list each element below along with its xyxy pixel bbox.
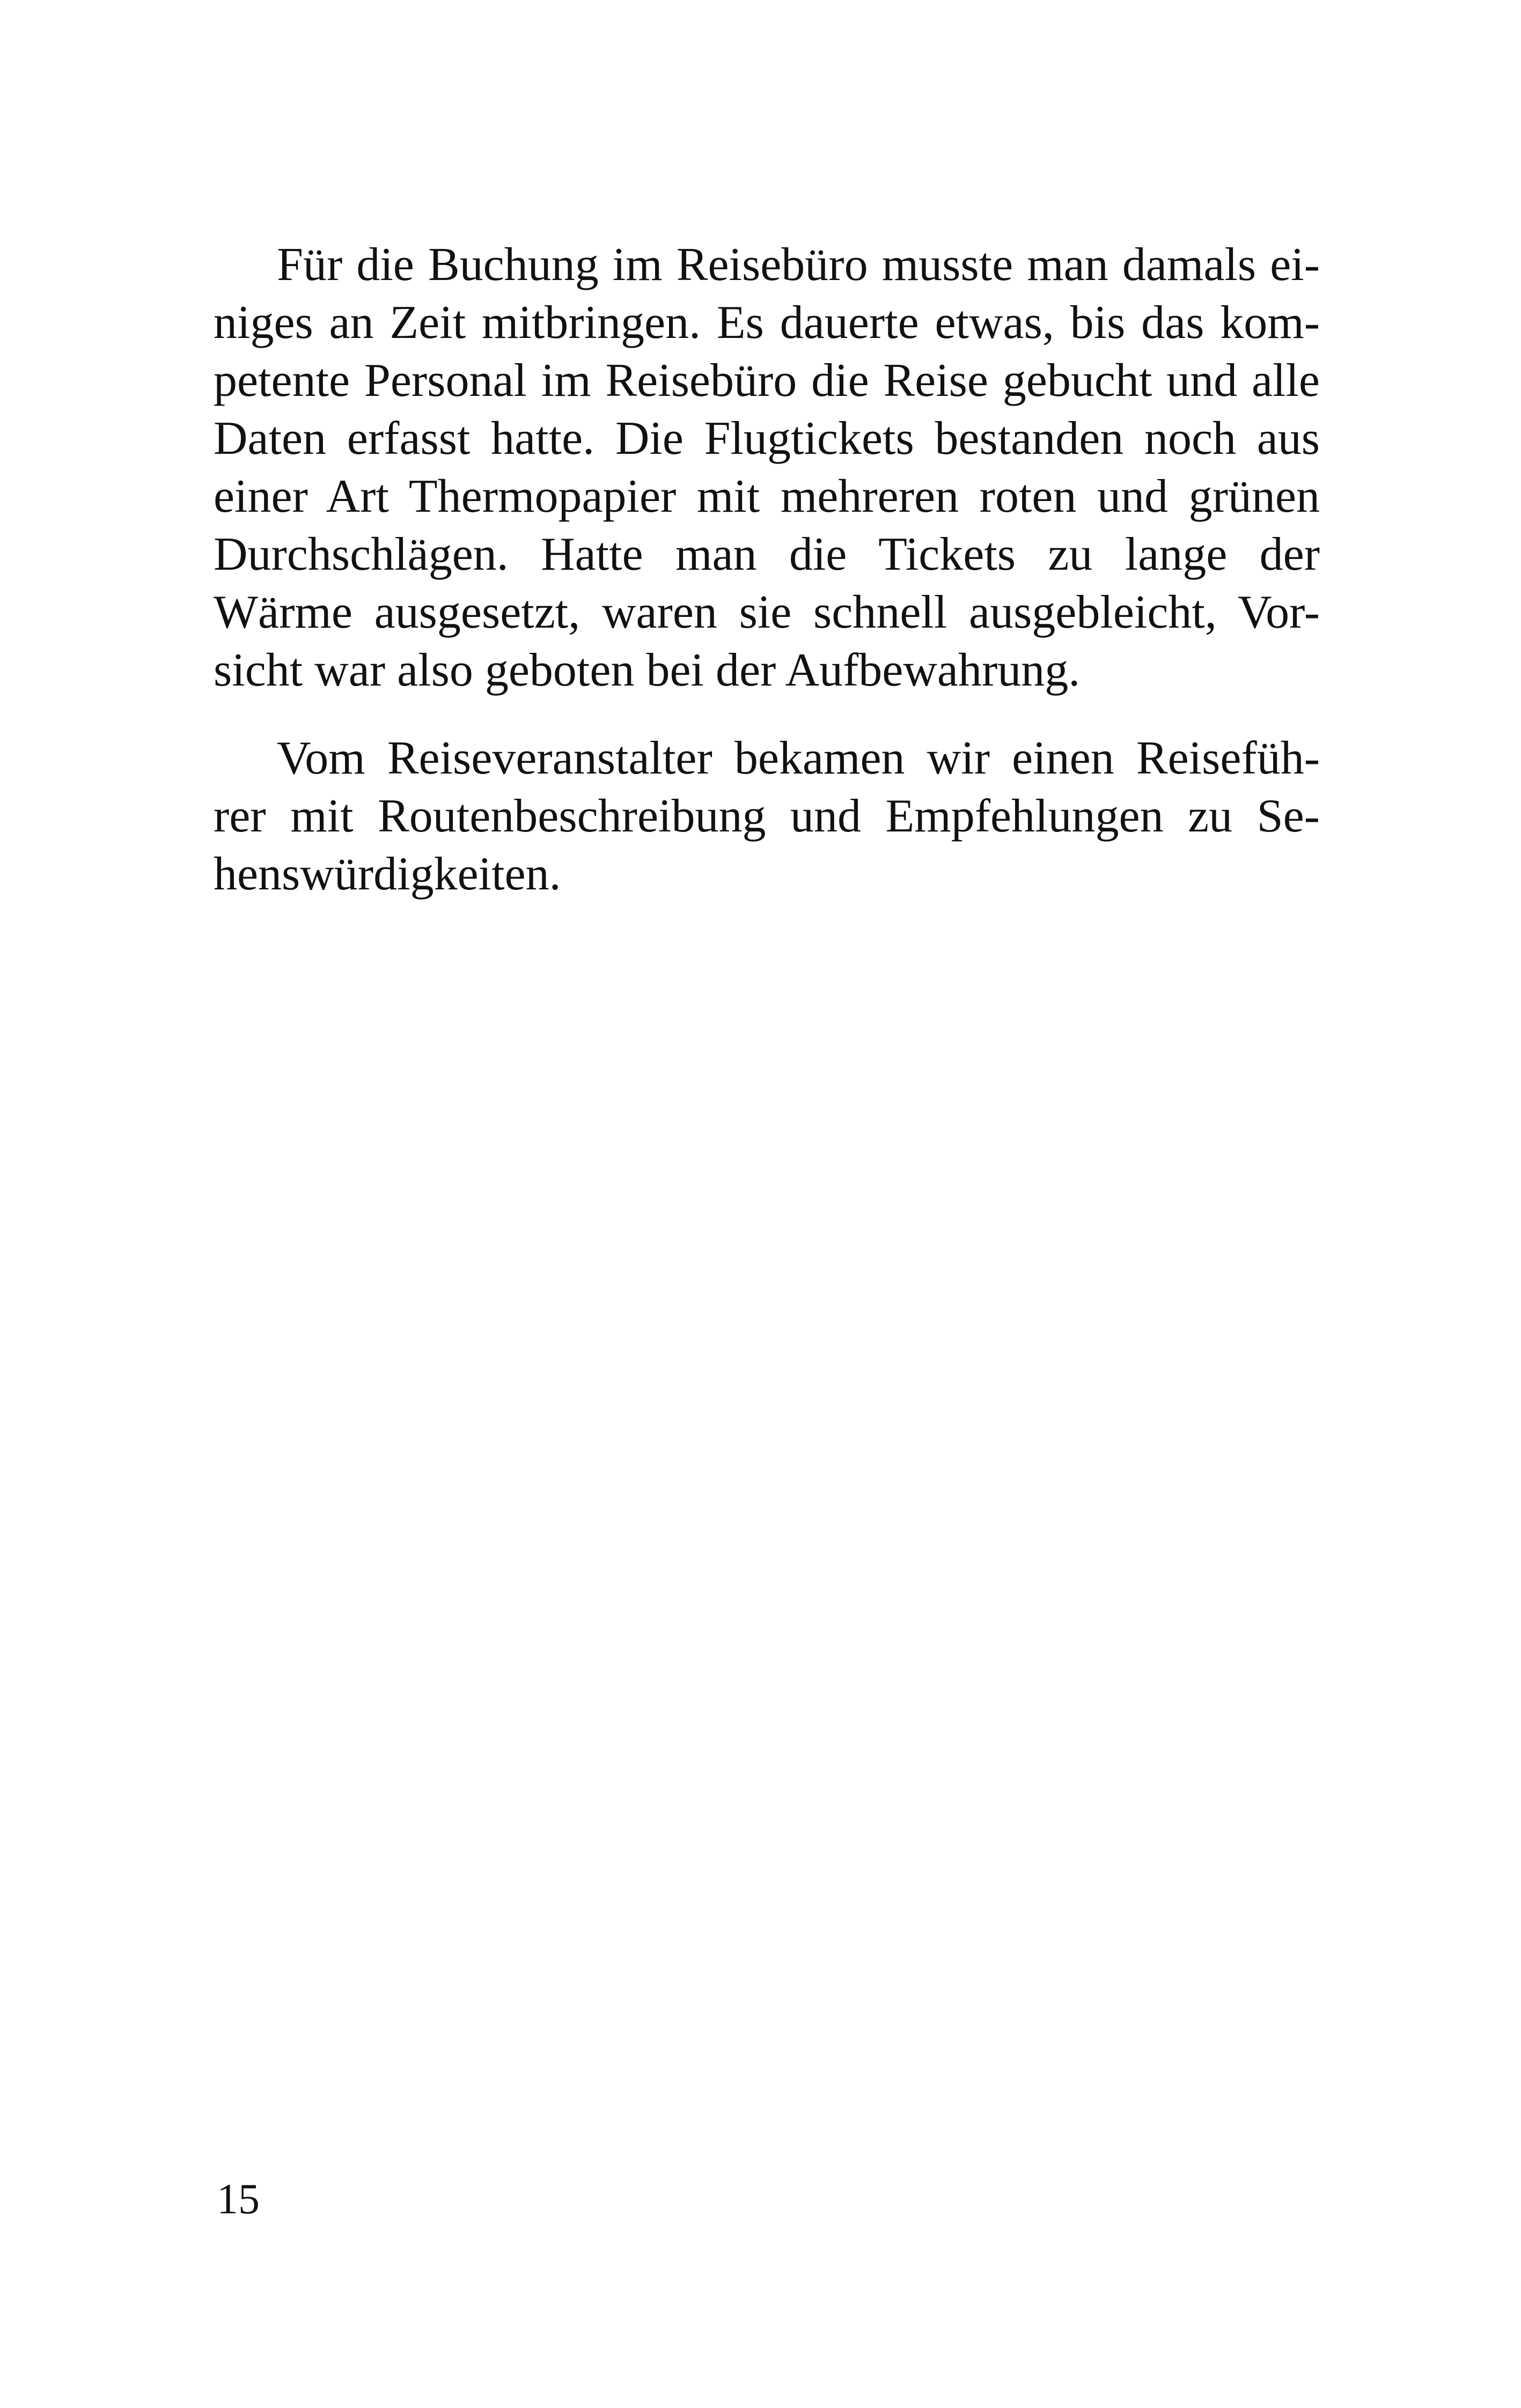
text-line: Daten erfasst hatte. Die Flugtickets bestanden noch aus — [214, 413, 1320, 465]
page-number: 15 — [217, 2176, 260, 2223]
text-line: einer Art Thermopapier mit mehreren roten und grünen — [214, 470, 1320, 522]
text-line: rer mit Routenbeschreibung und Empfehlungen zu Se- — [214, 790, 1320, 842]
body-text — [214, 236, 1320, 903]
text-line: Für die Buchung im Reisebüro musste man damals ei- — [277, 239, 1320, 291]
text-line: Wärme ausgesetzt, waren sie schnell ausgebleicht, Vor- — [214, 586, 1320, 638]
text-line: Durchschlägen. Hatte man die Tickets zu lange der — [214, 528, 1320, 580]
text-line: niges an Zeit mitbringen. Es dauerte etwas, bis das kom- — [214, 297, 1320, 349]
text-line: henswürdigkeiten. — [214, 848, 561, 900]
paragraph-1 — [214, 236, 1320, 699]
paragraph-2 — [214, 730, 1320, 903]
text-line: sicht war also geboten bei der Aufbewahrung. — [214, 644, 1081, 696]
text-line: petente Personal im Reisebüro die Reise gebucht und alle — [214, 355, 1320, 407]
paragraph-spacer — [214, 699, 1320, 730]
text-line: Vom Reiseveranstalter bekamen wir einen Reisefüh- — [277, 732, 1320, 784]
